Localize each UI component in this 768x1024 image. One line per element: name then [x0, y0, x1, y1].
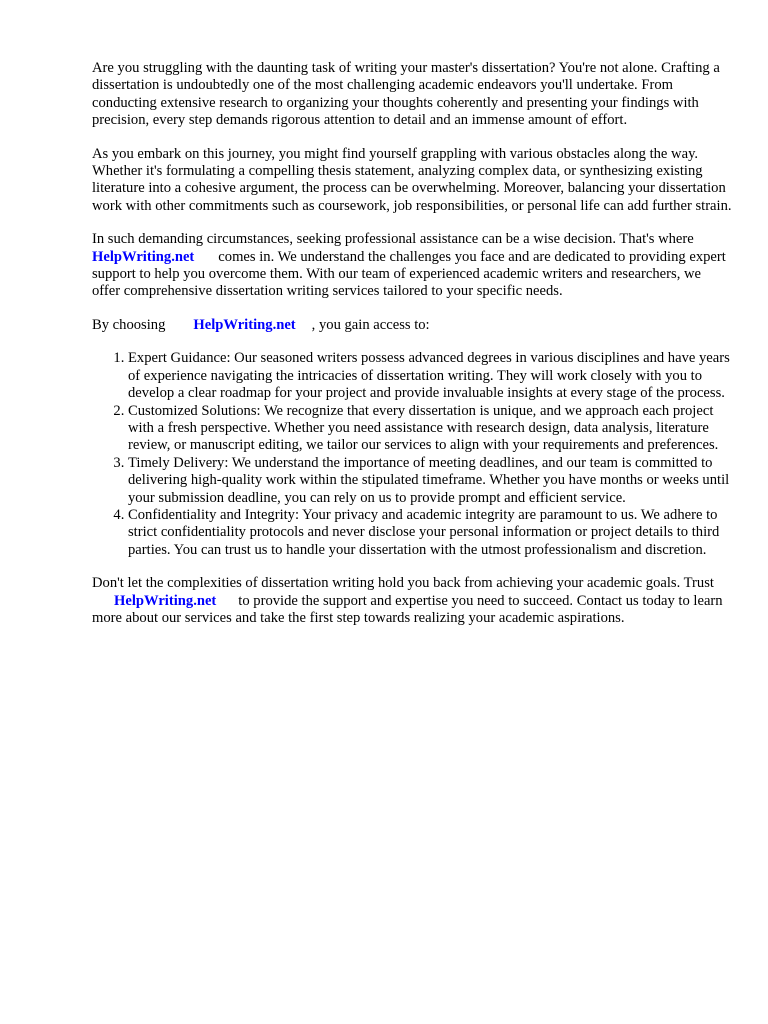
choosing-text-before: By choosing	[92, 316, 166, 333]
helpwriting-link[interactable]: HelpWriting.net	[92, 248, 195, 265]
list-item: 2. Customized Solutions: We recognize that every dissertation is unique, and we approach each project with a fresh perspective. Whether you need assistance with research design, data analysis, literature review, or manuscript editing, we tailor our services to align with your requirements and preferences.	[128, 403, 732, 455]
closing-paragraph	[92, 575, 732, 627]
obstacles-paragraph: As you embark on this journey, you might find yourself grappling with various obstacles along the way. Whether it's formulating a compelling thesis statement, analyzing complex data, or synthesizing existing literature into a cohesive argument, the process can be overwhelming. Moreover, balancing your dissertation work with other commitments such as coursework, job responsibilities, or personal life can add further strain.	[92, 145, 732, 214]
helpwriting-link[interactable]: HelpWriting.net	[114, 592, 217, 609]
list-item: 4. Confidentiality and Integrity: Your privacy and academic integrity are paramount to us. We adhere to strict confidentiality protocols and never disclose your personal information or project details to third parties. You can trust us to handle your dissertation with the utmost professionalism and discretion.	[128, 507, 732, 559]
choosing-paragraph	[92, 317, 732, 334]
choosing-text-after: , you gain access to:	[311, 316, 430, 333]
assistance-paragraph	[92, 231, 732, 301]
helpwriting-link[interactable]: HelpWriting.net	[193, 316, 296, 333]
closing-text-before: Don't let the complexities of dissertation writing hold you back from achieving your academic goals. Trust	[92, 575, 714, 592]
document-page	[92, 60, 732, 643]
benefits-list	[92, 350, 732, 559]
list-item: 3. Timely Delivery: We understand the importance of meeting deadlines, and our team is committed to delivering high-quality work within the stipulated timeframe. Whether you have months or weeks until your submission deadline, you can rely on us to provide prompt and efficient service.	[128, 455, 732, 507]
assistance-text-after: comes in. We understand the challenges you face and are dedicated to providing expert support to help you overcome them. With our team of experienced academic writers and researchers, we offer comprehensive dissertation writing services tailored to your specific needs.	[92, 248, 726, 300]
assistance-text-before: In such demanding circumstances, seeking professional assistance can be a wise decision. That's where	[92, 231, 694, 248]
closing-text-after: to provide the support and expertise you need to succeed. Contact us today to learn more about our services and take the first step towards realizing your academic aspirations.	[92, 592, 723, 626]
list-item: 1. Expert Guidance: Our seasoned writers possess advanced degrees in various disciplines and have years of experience navigating the intricacies of dissertation writing. They will work closely with you to develop a clear roadmap for your project and provide invaluable insights at every stage of the process.	[128, 350, 732, 402]
intro-paragraph: Are you struggling with the daunting task of writing your master's dissertation? You're not alone. Crafting a dissertation is undoubtedly one of the most challenging academic endeavors you'll undertake. From conducting extensive research to organizing your thoughts coherently and presenting your findings with precision, every step demands rigorous attention to detail and an immense amount of effort.	[92, 60, 720, 129]
